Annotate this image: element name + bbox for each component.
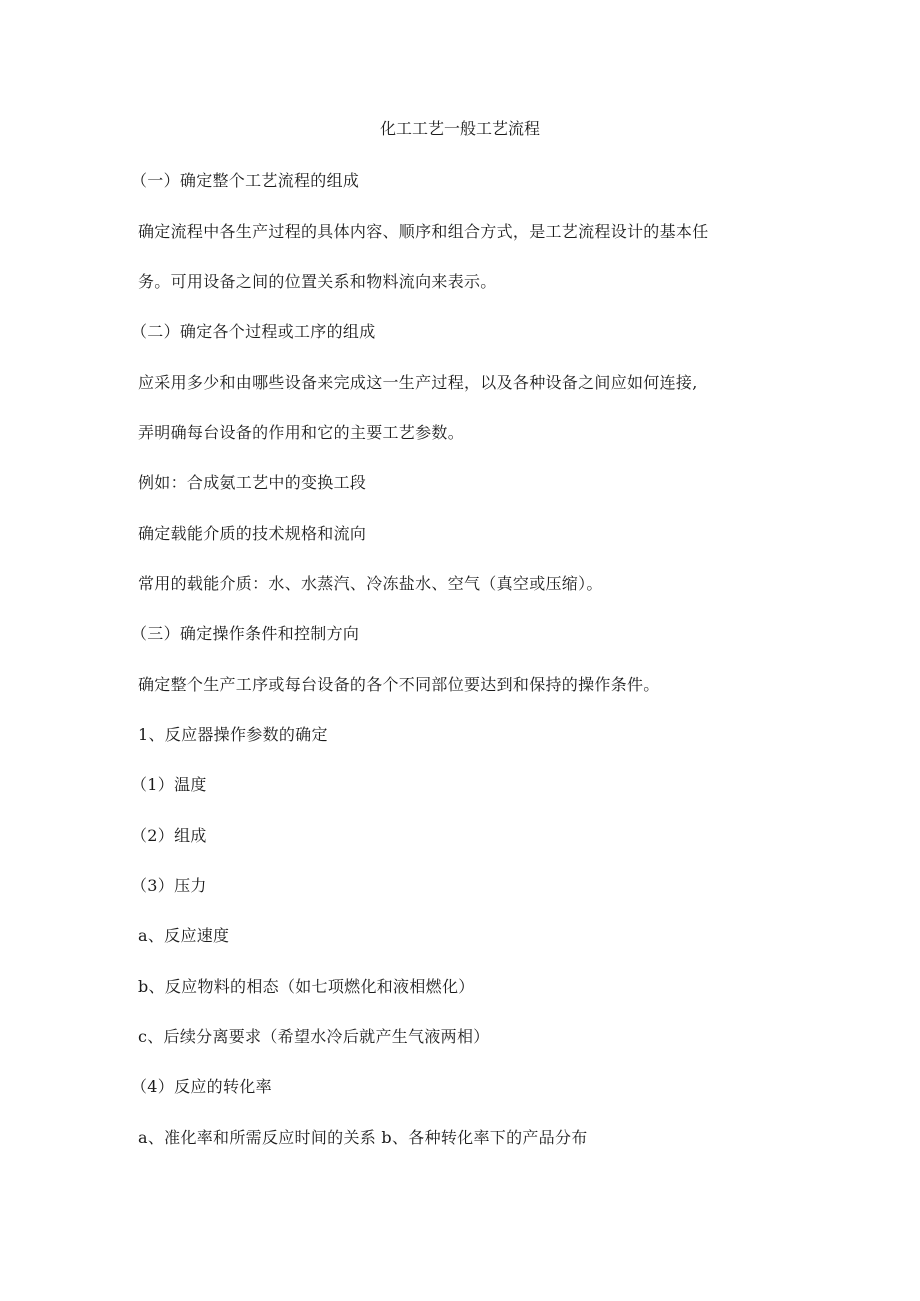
list-item: a、反应速度	[138, 926, 230, 945]
subsection-heading: 1、反应器操作参数的确定	[138, 725, 328, 744]
paragraph-line: 务。可用设备之间的位置关系和物料流向来表示。	[138, 272, 497, 291]
paragraph-line: 常用的载能介质：水、水蒸汽、冷冻盐水、空气（真空或压缩）。	[138, 574, 603, 593]
list-item: （4）反应的转化率	[131, 1077, 272, 1096]
list-item: c、后续分离要求（希望水冷后就产生气液两相）	[138, 1027, 490, 1046]
paragraph-line: 确定载能介质的技术规格和流向	[138, 524, 367, 543]
paragraph-line: 弄明确每台设备的作用和它的主要工艺参数。	[138, 423, 465, 442]
section-heading-3: （三）确定操作条件和控制方向	[131, 624, 360, 643]
list-item: a、准化率和所需反应时间的关系 b、各种转化率下的产品分布	[138, 1128, 588, 1147]
section-heading-1: （一）确定整个工艺流程的组成	[131, 171, 360, 190]
paragraph-line: 确定流程中各生产过程的具体内容、顺序和组合方式，是工艺流程设计的基本任	[138, 222, 709, 241]
list-item: （2）组成	[131, 826, 207, 845]
document-title: 化工工艺一般工艺流程	[379, 119, 540, 138]
paragraph-line: 确定整个生产工序或每台设备的各个不同部位要达到和保持的操作条件。	[138, 675, 660, 694]
list-item: （1）温度	[131, 775, 207, 794]
paragraph-line: 应采用多少和由哪些设备来完成这一生产过程，以及各种设备之间应如何连接,	[138, 373, 698, 392]
list-item: b、反应物料的相态（如七项燃化和液相燃化）	[138, 977, 475, 996]
section-heading-2: （二）确定各个过程或工序的组成	[131, 322, 376, 341]
paragraph-line: 例如：合成氨工艺中的变换工段	[138, 473, 367, 492]
list-item: （3）压力	[131, 876, 207, 895]
